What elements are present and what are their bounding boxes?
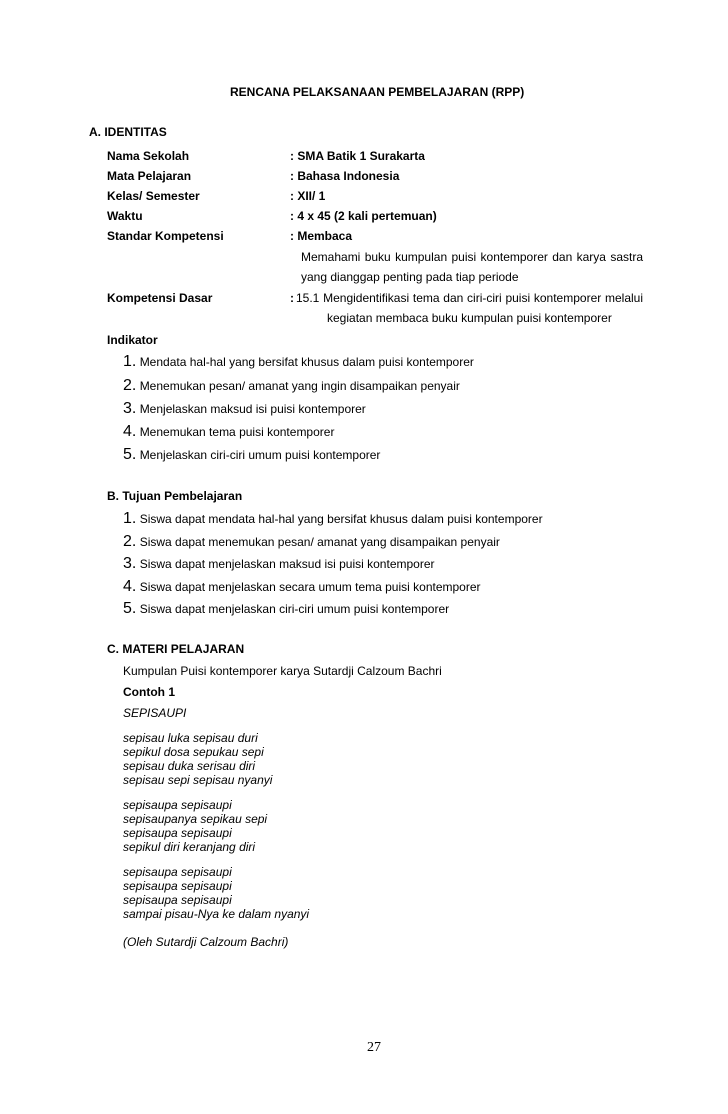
list-text: Menemukan pesan/ amanat yang ingin disampaikan penyair xyxy=(139,379,460,393)
list-item xyxy=(123,401,366,417)
poem-line: sepisau duka serisau diri xyxy=(123,759,256,773)
sk-description-line: Memahami buku kumpulan puisi kontemporer dan karya sastra xyxy=(301,250,643,264)
poem-line: sepisaupa sepisaupi xyxy=(123,826,232,840)
list-number: 2. xyxy=(123,377,137,394)
list-number: 1. xyxy=(123,353,137,370)
list-text: Siswa dapat menjelaskan secara umum tema puisi kontemporer xyxy=(139,580,481,594)
poem-line: sampai pisau-Nya ke dalam nyanyi xyxy=(123,907,310,921)
list-text: Siswa dapat menjelaskan maksud isi puisi kontemporer xyxy=(139,557,435,571)
example-label: Contoh 1 xyxy=(123,685,175,699)
list-item xyxy=(123,378,460,394)
section-heading-materi: C. MATERI PELAJARAN xyxy=(107,642,245,656)
poem-line: sepisaupa sepisaupi xyxy=(123,893,232,907)
kd-description-line: 15.1 Mengidentifikasi tema dan ciri-ciri puisi kontemporer melalui xyxy=(296,291,643,305)
list-text: Menjelaskan maksud isi puisi kontemporer xyxy=(139,402,366,416)
list-text: Menemukan tema puisi kontemporer xyxy=(139,425,335,439)
poem-line: sepisaupa sepisaupi xyxy=(123,879,232,893)
list-number: 2. xyxy=(123,533,137,550)
poem-line: sepisaupanya sepikau sepi xyxy=(123,812,268,826)
list-text: Mendata hal-hal yang bersifat khusus dalam puisi kontemporer xyxy=(139,355,474,369)
list-text: Siswa dapat menjelaskan ciri-ciri umum puisi kontemporer xyxy=(139,602,450,616)
list-number: 3. xyxy=(123,400,137,417)
field-label: Mata Pelajaran xyxy=(107,169,192,183)
field-label: Waktu xyxy=(107,209,143,223)
list-item xyxy=(123,601,449,617)
poem-line: sepisaupa sepisaupi xyxy=(123,798,232,812)
list-text: Siswa dapat mendata hal-hal yang bersifat khusus dalam puisi kontemporer xyxy=(139,512,543,526)
list-item xyxy=(123,579,481,595)
list-number: 4. xyxy=(123,578,137,595)
poem-line: sepisau sepi sepisau nyanyi xyxy=(123,773,273,787)
field-label: Nama Sekolah xyxy=(107,149,190,163)
list-number: 3. xyxy=(123,555,137,572)
field-label: Standar Kompetensi xyxy=(107,229,224,243)
poem-author: (Oleh Sutardji Calzoum Bachri) xyxy=(123,935,289,949)
poem-line: sepikul dosa sepukau sepi xyxy=(123,745,264,759)
kd-description-line: kegiatan membaca buku kumpulan puisi kontemporer xyxy=(327,311,612,325)
page-number: 27 xyxy=(367,1040,381,1055)
list-number: 1. xyxy=(123,510,137,527)
list-item xyxy=(123,556,435,572)
field-label: Kompetensi Dasar xyxy=(107,291,213,305)
field-colon: : xyxy=(290,291,294,305)
list-text: Siswa dapat menemukan pesan/ amanat yang disampaikan penyair xyxy=(139,535,500,549)
list-item xyxy=(123,447,380,463)
list-text: Menjelaskan ciri-ciri umum puisi kontemporer xyxy=(139,448,381,462)
poem-line: sepisaupa sepisaupi xyxy=(123,865,232,879)
list-number: 5. xyxy=(123,600,137,617)
list-item xyxy=(123,534,500,550)
materi-intro: Kumpulan Puisi kontemporer karya Sutardji Calzoum Bachri xyxy=(123,664,442,678)
section-heading-identitas: A. IDENTITAS xyxy=(89,125,167,139)
field-value: : Bahasa Indonesia xyxy=(290,169,400,183)
list-item xyxy=(123,511,543,527)
poem-line: sepikul diri keranjang diri xyxy=(123,840,256,854)
field-value: : 4 x 45 (2 kali pertemuan) xyxy=(290,209,437,223)
section-heading-tujuan: B. Tujuan Pembelajaran xyxy=(107,489,243,503)
list-number: 5. xyxy=(123,446,137,463)
poem-title: SEPISAUPI xyxy=(123,706,187,720)
section-heading-indikator: Indikator xyxy=(107,333,158,347)
field-value: : Membaca xyxy=(290,229,353,243)
poem-line: sepisau luka sepisau duri xyxy=(123,731,258,745)
field-value: : SMA Batik 1 Surakarta xyxy=(290,149,425,163)
list-item xyxy=(123,424,334,440)
sk-description-line: yang dianggap penting pada tiap periode xyxy=(301,270,519,284)
list-item xyxy=(123,354,474,370)
field-label: Kelas/ Semester xyxy=(107,189,200,203)
list-number: 4. xyxy=(123,423,137,440)
page-title: RENCANA PELAKSANAAN PEMBELAJARAN (RPP) xyxy=(230,85,525,99)
field-value: : XII/ 1 xyxy=(290,189,326,203)
